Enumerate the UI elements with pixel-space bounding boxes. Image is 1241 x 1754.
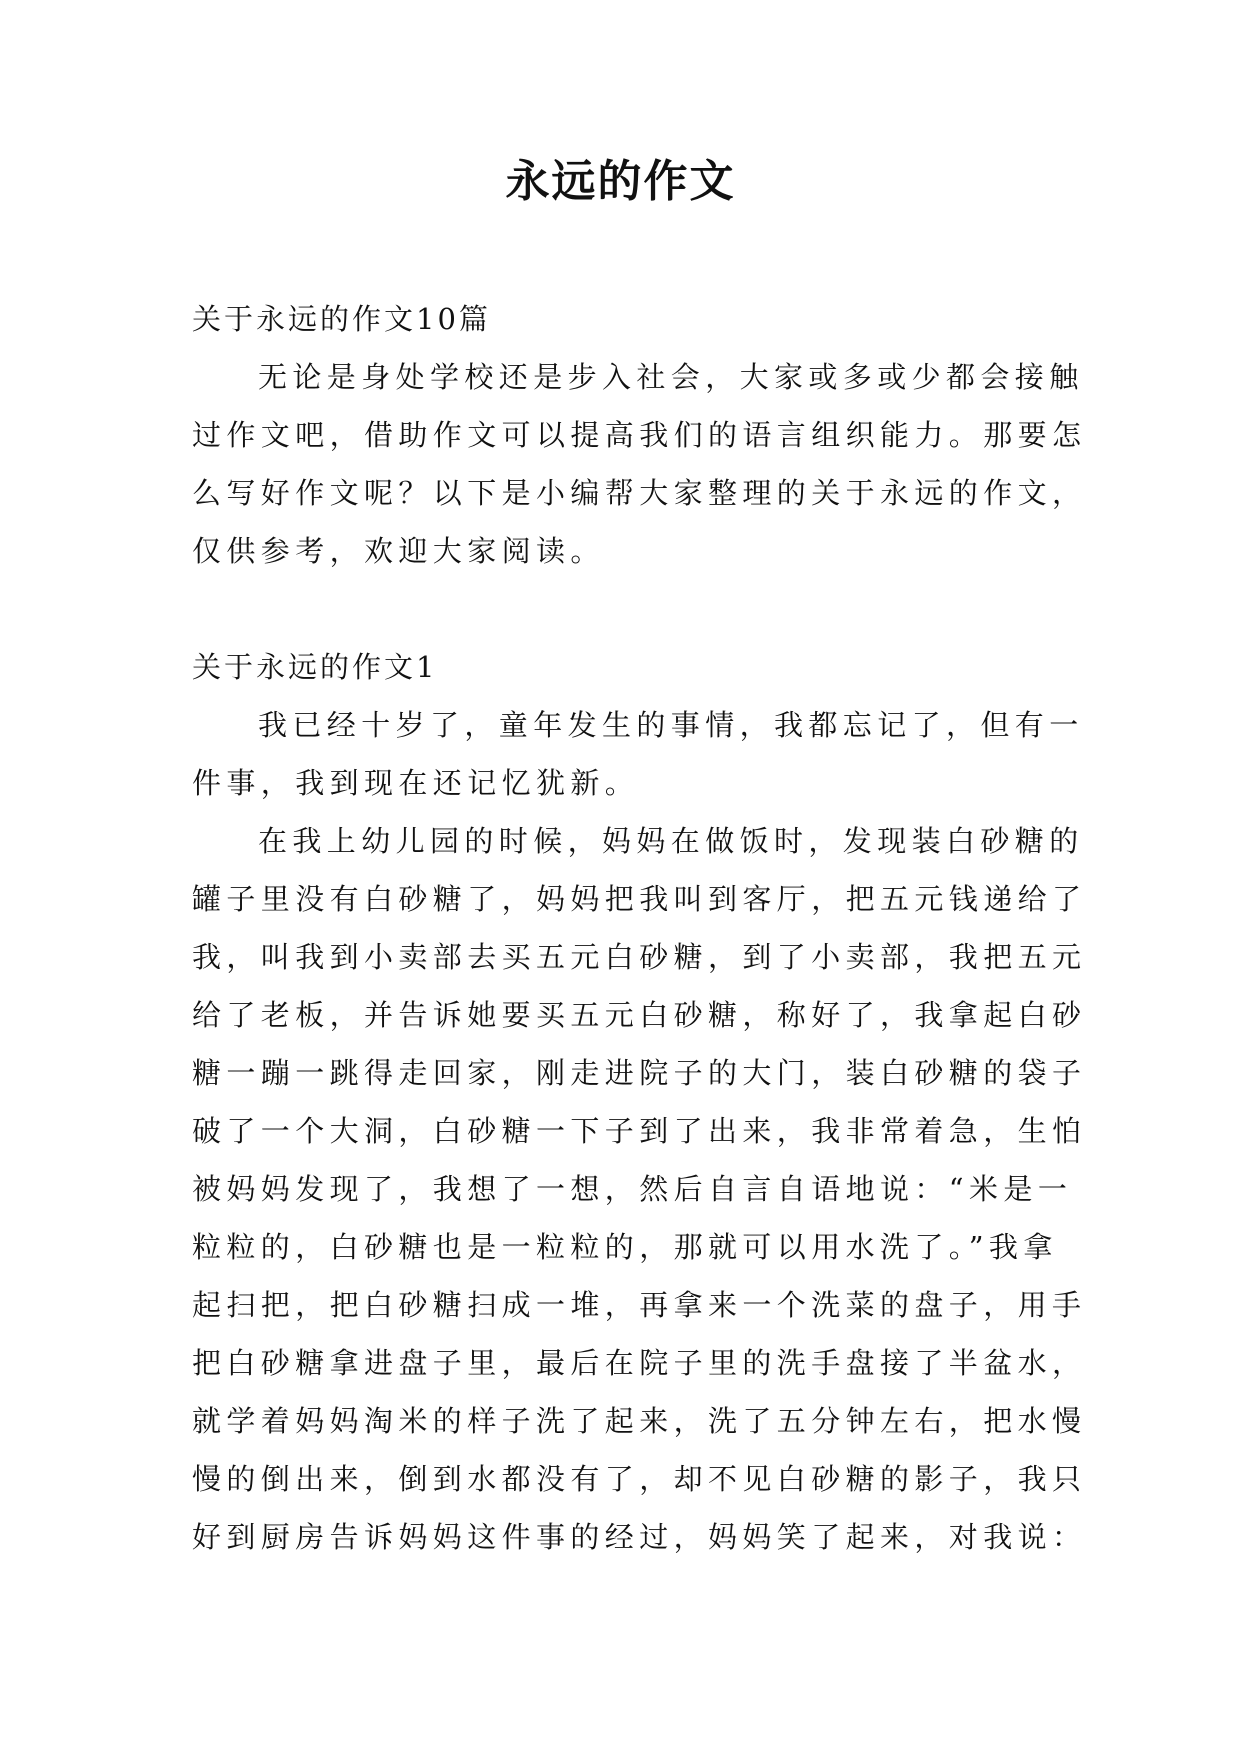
paragraph-line: 我已经十岁了，童年发生的事情，我都忘记了，但有一 xyxy=(258,708,1084,742)
section1-paragraph-2 xyxy=(192,812,1087,1566)
paragraph-line: 就学着妈妈淘米的样子洗了起来，洗了五分钟左右，把水慢 xyxy=(192,1404,1087,1438)
paragraph-line: 粒粒的，白砂糖也是一粒粒的，那就可以用水洗了。”我拿 xyxy=(192,1230,1058,1264)
paragraph-line: 过作文吧，借助作文可以提高我们的语言组织能力。那要怎 xyxy=(192,418,1087,452)
paragraph-line: 把白砂糖拿进盘子里，最后在院子里的洗手盘接了半盆水， xyxy=(192,1346,1087,1380)
document-title: 永远的作文 xyxy=(505,156,736,207)
paragraph-line: 罐子里没有白砂糖了，妈妈把我叫到客厅，把五元钱递给了 xyxy=(192,882,1087,916)
section1-paragraph-1 xyxy=(192,696,1084,812)
paragraph-line: 在我上幼儿园的时候，妈妈在做饭时，发现装白砂糖的 xyxy=(258,824,1084,858)
intro-heading: 关于永远的作文10篇 xyxy=(192,302,491,336)
paragraph-line: 给了老板，并告诉她要买五元白砂糖，称好了，我拿起白砂 xyxy=(192,998,1087,1032)
section-heading: 关于永远的作文1 xyxy=(192,650,438,684)
section-spacer xyxy=(192,580,1052,638)
paragraph-line: 件事，我到现在还记忆犹新。 xyxy=(192,766,640,800)
paragraph-line: 慢的倒出来，倒到水都没有了，却不见白砂糖的影子，我只 xyxy=(192,1462,1087,1496)
document-body xyxy=(192,290,1087,1566)
paragraph-line: 起扫把，把白砂糖扫成一堆，再拿来一个洗菜的盘子，用手 xyxy=(192,1288,1087,1322)
paragraph-line: 无论是身处学校还是步入社会，大家或多或少都会接触 xyxy=(258,360,1084,394)
intro-paragraph xyxy=(192,348,1087,580)
paragraph-line: 糖一蹦一跳得走回家，刚走进院子的大门，装白砂糖的袋子 xyxy=(192,1056,1087,1090)
paragraph-line: 么写好作文呢？以下是小编帮大家整理的关于永远的作文， xyxy=(192,476,1087,510)
paragraph-line: 好到厨房告诉妈妈这件事的经过，妈妈笑了起来，对我说： xyxy=(192,1520,1087,1554)
paragraph-line: 仅供参考，欢迎大家阅读。 xyxy=(192,534,605,568)
paragraph-line: 我，叫我到小卖部去买五元白砂糖，到了小卖部，我把五元 xyxy=(192,940,1087,974)
paragraph-line: 破了一个大洞，白砂糖一下子到了出来，我非常着急，生怕 xyxy=(192,1114,1087,1148)
paragraph-line: 被妈妈发现了，我想了一想，然后自言自语地说：“米是一 xyxy=(192,1172,1073,1206)
